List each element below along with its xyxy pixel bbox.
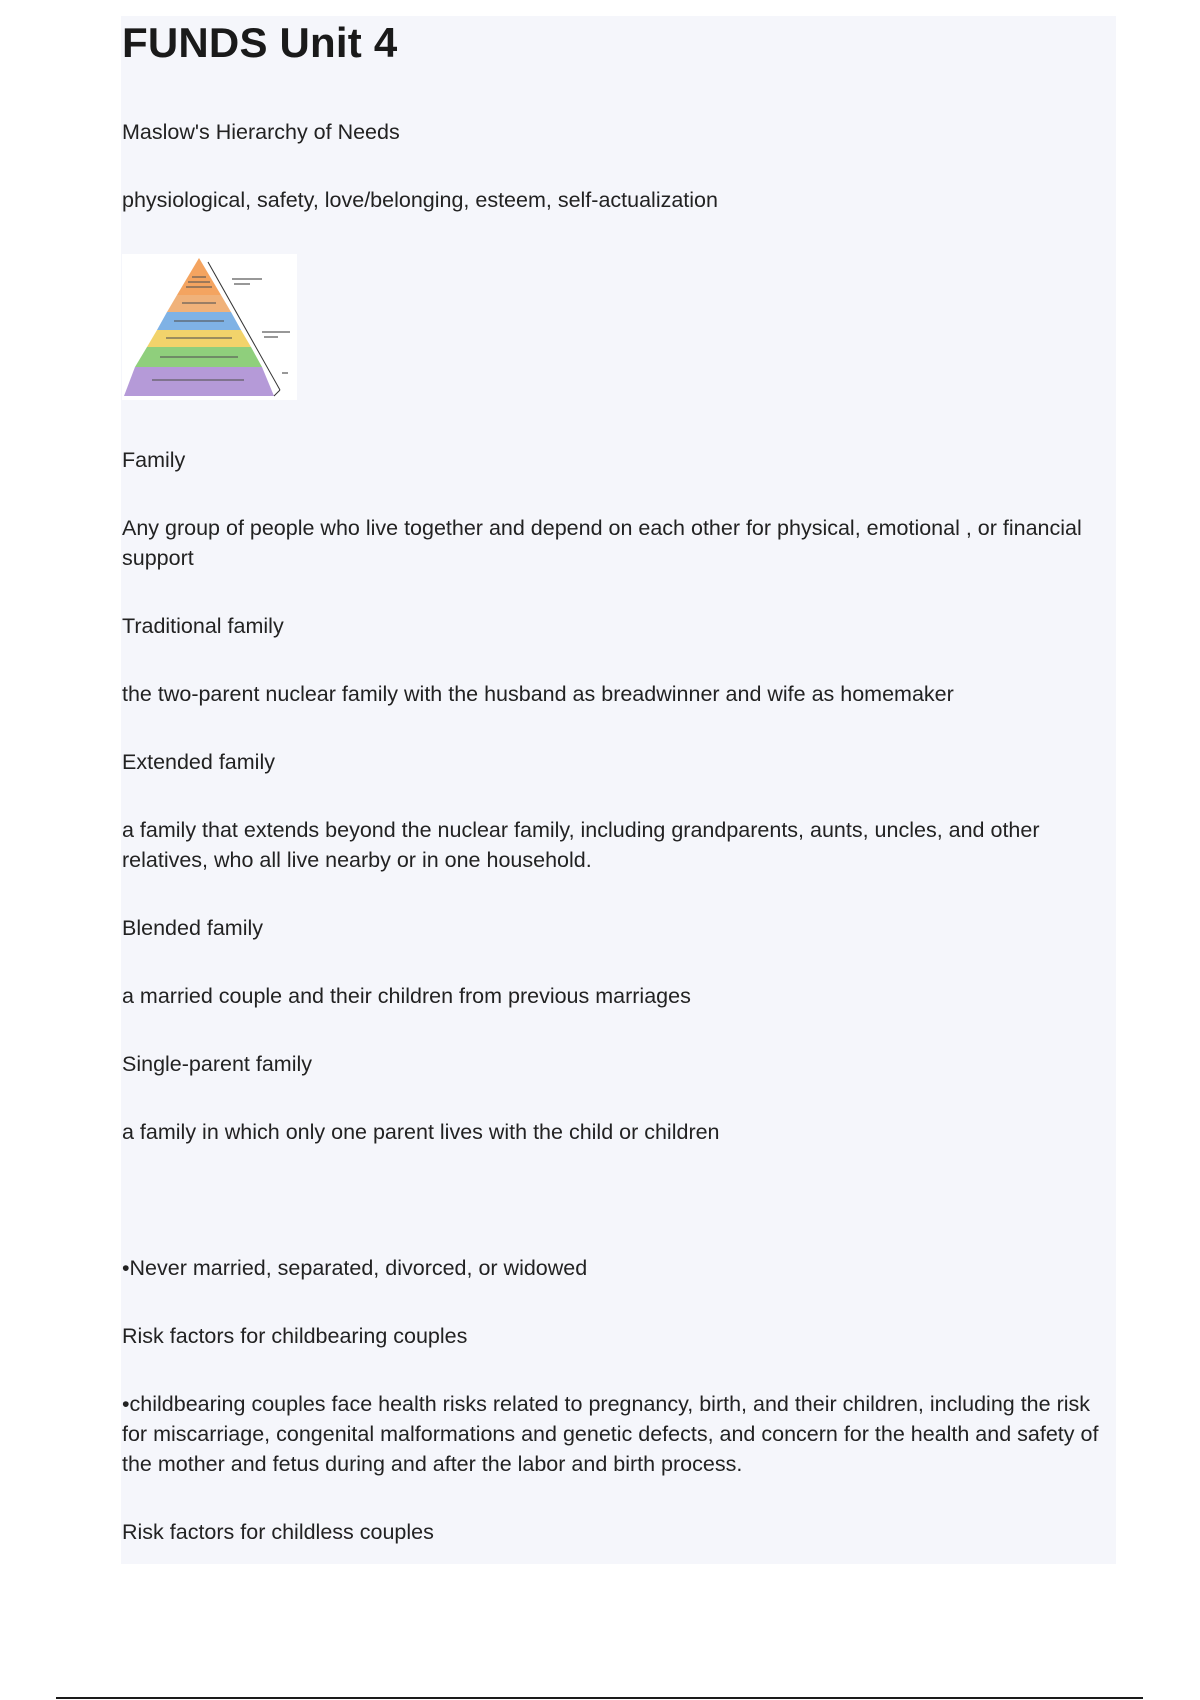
note-single-parent-family: •Never married, separated, divorced, or widowed — [122, 1256, 588, 1280]
definition-childbearing-couples: •childbearing couples face health risks related to pregnancy, birth, and their children, including the risk for miscarriage, congenital malformations and genetic defects, and concern for the health and safety of the mother and fetus during and after the labor and birth process. — [122, 1392, 1099, 1476]
term-traditional-family: Traditional family — [122, 614, 284, 638]
definition-blended-family: a married couple and their children from previous marriages — [122, 984, 691, 1008]
definition-traditional-family: the two-parent nuclear family with the husband as breadwinner and wife as homemaker — [122, 682, 954, 706]
term-single-parent-family: Single-parent family — [122, 1052, 313, 1076]
document-title: FUNDS Unit 4 — [122, 19, 398, 66]
term-maslow: Maslow's Hierarchy of Needs — [122, 120, 400, 144]
page-bottom-rule — [56, 1697, 1143, 1699]
term-extended-family: Extended family — [122, 750, 275, 774]
term-childbearing-couples: Risk factors for childbearing couples — [122, 1324, 468, 1348]
definition-single-parent-family: a family in which only one parent lives with the child or children — [122, 1120, 720, 1144]
term-blended-family: Blended family — [122, 916, 264, 940]
maslow-pyramid-image — [122, 254, 297, 400]
maslow-pyramid-graphic — [122, 254, 297, 400]
pyramid-tier-physiological-b — [124, 367, 274, 396]
definition-family: Any group of people who live together and depend on each other for physical, emotional , or financial support — [122, 516, 1082, 570]
definition-maslow: physiological, safety, love/belonging, esteem, self-actualization — [122, 188, 718, 212]
definition-extended-family: a family that extends beyond the nuclear family, including grandparents, aunts, uncles, and other relatives, who all live nearby or in one household. — [122, 818, 1040, 872]
term-family: Family — [122, 448, 186, 472]
term-childless-couples: Risk factors for childless couples — [122, 1520, 434, 1544]
